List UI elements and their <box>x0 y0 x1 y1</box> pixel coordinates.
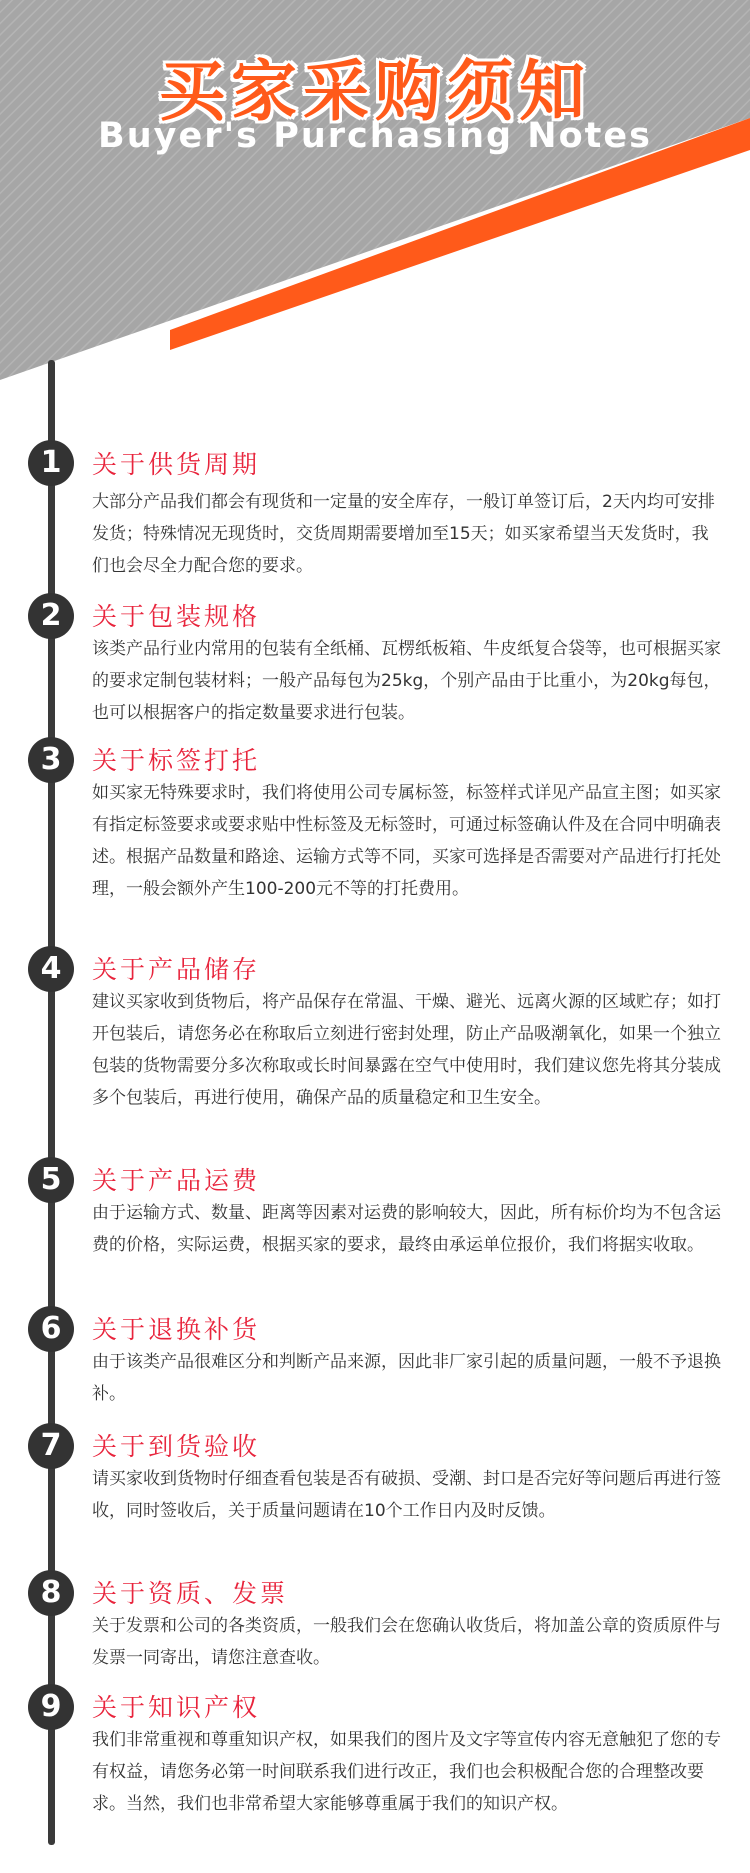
step-number-badge: 6 <box>28 1306 74 1352</box>
section-title: 关于退换补货 <box>92 1315 261 1344</box>
page-title: 买家采购须知 <box>159 53 591 130</box>
section-title: 关于到货验收 <box>92 1432 261 1461</box>
section-title: 关于标签打托 <box>92 746 261 775</box>
section-title: 关于供货周期 <box>92 450 261 479</box>
section-text: 大部分产品我们都会有现货和一定量的安全库存，一般订单签订后，2天内均可安排发货；特殊情况无现货时，交货周期需要增加至15天；如买家希望当天发货时，我们也会尽全力配合您的要求。 <box>92 492 715 576</box>
section-title: 关于产品储存 <box>92 955 261 984</box>
step-number-badge: 3 <box>28 737 74 783</box>
header-banner <box>0 0 750 400</box>
section-title: 关于产品运费 <box>92 1166 261 1195</box>
section-text: 如买家无特殊要求时，我们将使用公司专属标签，标签样式详见产品宣主图；如买家有指定标签要求或要求贴中性标签及无标签时，可通过标签确认件及在合同中明确表述。根据产品数量和路途、运输方式等不同，买家可选择是否需要对产品进行打托处理，一般会额外产生100-200元不等的打托费用。 <box>92 783 721 899</box>
section-text: 由于该类产品很难区分和判断产品来源，因此非厂家引起的质量问题，一般不予退换补。 <box>92 1352 721 1404</box>
step-number-badge: 4 <box>28 946 74 992</box>
step-number-badge: 8 <box>28 1570 74 1616</box>
timeline-line <box>48 360 55 1845</box>
section-text: 该类产品行业内常用的包装有全纸桶、瓦楞纸板箱、牛皮纸复合袋等，也可根据买家的要求定制包装材料；一般产品每包为25kg，个别产品由于比重小，为20kg每包，也可以根据客户的指定数量要求进行包装。 <box>92 639 721 723</box>
page-subtitle: Buyer's Purchasing Notes <box>98 116 652 156</box>
section-title: 关于包装规格 <box>92 602 261 631</box>
section-text: 我们非常重视和尊重知识产权，如果我们的图片及文字等宣传内容无意触犯了您的专有权益，请您务必第一时间联系我们进行改正，我们也会积极配合您的合理整改要求。当然，我们也非常希望大家能够尊重属于我们的知识产权。 <box>92 1730 721 1814</box>
section-text: 由于运输方式、数量、距离等因素对运费的影响较大，因此，所有标价均为不包含运费的价格，实际运费，根据买家的要求，最终由承运单位报价，我们将据实收取。 <box>92 1203 721 1255</box>
step-number-badge: 1 <box>28 440 74 486</box>
section-title: 关于资质、发票 <box>92 1579 289 1608</box>
section-title: 关于知识产权 <box>92 1693 261 1722</box>
step-number-badge: 2 <box>28 593 74 639</box>
section-text: 请买家收到货物时仔细查看包装是否有破损、受潮、封口是否完好等问题后再进行签收，同时签收后，关于质量问题请在10个工作日内及时反馈。 <box>92 1469 721 1521</box>
section-text: 建议买家收到货物后，将产品保存在常温、干燥、避光、远离火源的区域贮存；如打开包装后，请您务必在称取后立刻进行密封处理，防止产品吸潮氧化，如果一个独立包装的货物需要分多次称取或长时间暴露在空气中使用时，我们建议您先将其分装成多个包装后，再进行使用，确保产品的质量稳定和卫生安全。 <box>92 992 721 1108</box>
section-text: 关于发票和公司的各类资质，一般我们会在您确认收货后，将加盖公章的资质原件与发票一同寄出，请您注意查收。 <box>92 1616 721 1668</box>
step-number-badge: 9 <box>28 1684 74 1730</box>
step-number-badge: 7 <box>28 1423 74 1469</box>
step-number-badge: 5 <box>28 1157 74 1203</box>
